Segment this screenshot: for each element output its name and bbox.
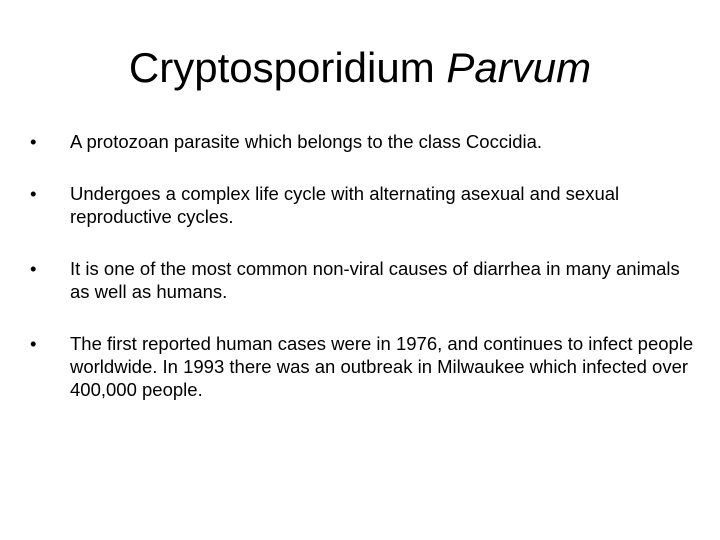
bullet-mark: • [30,258,37,279]
bullet-text: The first reported human cases were in 1976, and continues to infect people worldwide. In 1993 there was an outbreak in Milwaukee which infected over 400,000 people. [70,333,694,400]
bullet-text: A protozoan parasite which belongs to the class Coccidia. [70,131,543,152]
slide-title [0,42,720,94]
bullet-mark: • [30,333,37,354]
bullet-text: Undergoes a complex life cycle with alternating asexual and sexual reproductive cycles. [70,183,620,227]
bullet-item [30,130,700,153]
bullet-mark: • [30,131,37,152]
title-main-text: Cryptosporidium [128,44,435,91]
bullet-mark: • [30,183,37,204]
title-italic-text: Parvum [446,44,592,91]
bullet-item [30,257,700,303]
bullet-list [30,130,700,430]
bullet-item [30,332,700,401]
bullet-text: It is one of the most common non-viral causes of diarrhea in many animals as well as humans. [70,258,680,302]
bullet-item [30,182,700,228]
